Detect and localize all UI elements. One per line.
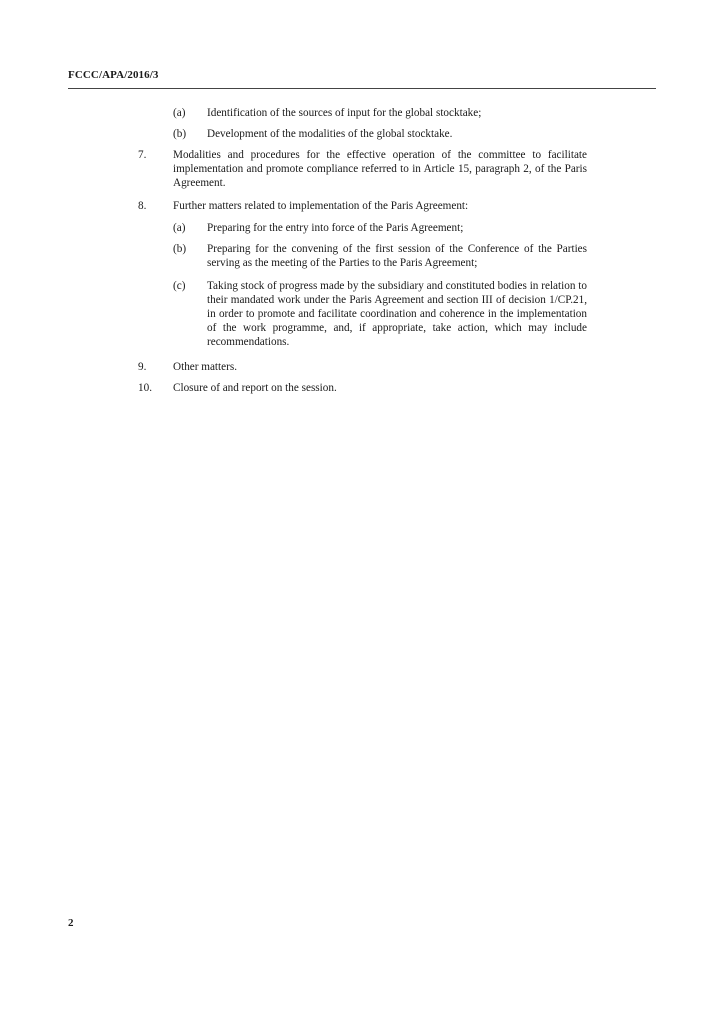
item-8-marker: 8.	[138, 200, 147, 212]
item-8a-marker: (a)	[173, 222, 186, 234]
item-8b-marker: (b)	[173, 243, 187, 255]
item-8c-marker: (c)	[173, 280, 186, 292]
item-9-marker: 9.	[138, 361, 147, 373]
item-8-text: Further matters related to implementation of the Paris Agreement:	[173, 200, 469, 212]
item-8c-text: Taking stock of progress made by the subsidiary and constituted bodies in relation to their mandated work under the Paris Agreement and section III of decision 1/CP.21, in order to promote and facilitate coordination and coherence in the implementation of the work programme, and, if appropriate, take action, which may include recommendations.	[207, 280, 587, 348]
item-7-text: Modalities and procedures for the effective operation of the committee to facilitate implementation and promote compliance referred to in Article 15, paragraph 2, of the Paris Agreement.	[173, 149, 587, 189]
item-6b-marker: (b)	[173, 128, 187, 140]
page-header	[68, 64, 656, 89]
page-number: 2	[68, 917, 74, 929]
document-symbol: FCCC/APA/2016/3	[68, 69, 159, 81]
item-9-text: Other matters.	[173, 361, 237, 373]
item-6b-text: Development of the modalities of the global stocktake.	[207, 128, 453, 140]
item-10-text: Closure of and report on the session.	[173, 382, 337, 394]
item-10-marker: 10.	[138, 382, 152, 394]
item-7-marker: 7.	[138, 149, 147, 161]
item-8b-text: Preparing for the convening of the first session of the Conference of the Parties serving as the meeting of the Parties to the Paris Agreement;	[207, 243, 587, 269]
item-6a-marker: (a)	[173, 107, 186, 119]
item-6a-text: Identification of the sources of input for the global stocktake;	[207, 107, 482, 119]
item-8a-text: Preparing for the entry into force of the Paris Agreement;	[207, 222, 464, 234]
